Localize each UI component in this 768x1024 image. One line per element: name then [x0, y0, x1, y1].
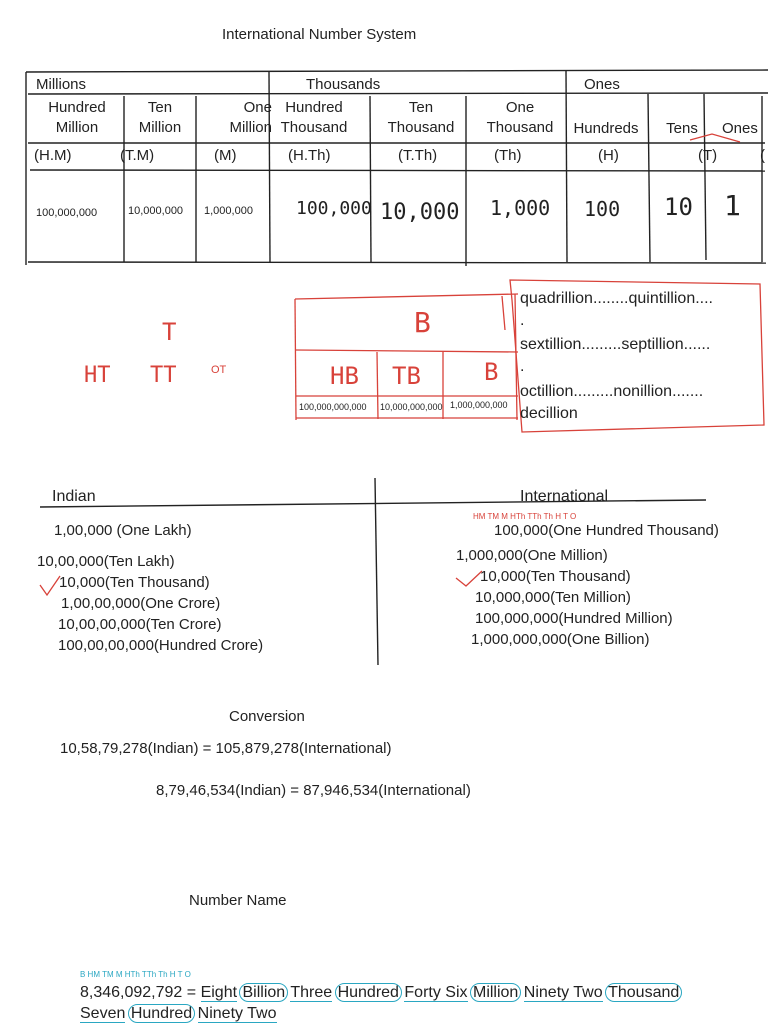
- abbr-m: (M): [214, 147, 237, 164]
- number-name-numeral: 8,346,092,792 =: [80, 984, 201, 1001]
- place-name-t: Tens: [666, 120, 698, 137]
- big-name-line-3: sextillion.........septillion......: [520, 336, 711, 353]
- word-ninety-two-2: Ninety Two: [197, 1005, 277, 1022]
- number-name-title: Number Name: [189, 892, 287, 909]
- annot-b-value: 1,000,000,000: [450, 400, 508, 410]
- intl-item-2: 1,000,000(One Million): [456, 547, 608, 564]
- word-ninety-two: Ninety Two: [523, 984, 603, 1001]
- value-th: 1,000: [490, 196, 551, 220]
- period-thousands: Thousands: [306, 76, 381, 93]
- annot-b: B: [414, 306, 431, 339]
- big-name-line-2: .: [520, 312, 525, 329]
- number-name-place-marks: B HM TM M HTh TTh Th H T O: [80, 970, 191, 979]
- big-name-line-6: decillion: [520, 405, 578, 422]
- value-hm: 100,000,000: [36, 207, 98, 219]
- big-name-line-5: octillion.........nonillion.......: [520, 383, 704, 400]
- value-o: 1: [724, 189, 741, 222]
- conversion-2: 8,79,46,534(Indian) = 87,946,534(International): [156, 782, 471, 799]
- abbr-tm: (T.M): [120, 147, 155, 164]
- word-hundred-2: Hundred: [128, 1004, 195, 1023]
- big-name-line-4: .: [520, 358, 525, 375]
- annot-ht: HT: [84, 363, 111, 388]
- indian-item-3: 10,000(Ten Thousand): [59, 574, 210, 591]
- place-name-hm: Hundred Million: [48, 99, 106, 136]
- annot-tb-value: 10,000,000,000: [380, 402, 443, 412]
- place-name-tth: Ten Thousand: [387, 99, 455, 136]
- indian-item-4: 1,00,00,000(One Crore): [61, 595, 221, 612]
- annot-b2: B: [484, 358, 499, 386]
- indian-item-1: 1,00,000 (One Lakh): [54, 522, 192, 539]
- place-name-o: Ones: [722, 120, 758, 137]
- value-tth: 10,000: [380, 200, 460, 225]
- intl-item-5: 100,000,000(Hundred Million): [475, 610, 673, 627]
- annot-ot: OT: [211, 364, 227, 376]
- conversion-title: Conversion: [229, 708, 305, 725]
- value-h: 100: [584, 197, 621, 221]
- place-name-m: One Million: [229, 99, 272, 136]
- intl-item-4: 10,000,000(Ten Million): [475, 589, 631, 606]
- intl-item-1: 100,000(One Hundred Thousand): [494, 522, 719, 539]
- value-m: 1,000,000: [204, 205, 253, 217]
- indian-item-2: 10,00,000(Ten Lakh): [37, 553, 175, 570]
- period-ones: Ones: [584, 76, 620, 93]
- number-name-sentence: [80, 982, 680, 1024]
- word-billion: Billion: [239, 983, 288, 1002]
- intl-item-6: 1,000,000,000(One Billion): [471, 631, 650, 648]
- place-name-tm: Ten Million: [138, 99, 182, 136]
- word-forty-six: Forty Six: [404, 984, 468, 1001]
- word-seven: Seven: [80, 1005, 126, 1022]
- annot-hb: HB: [330, 362, 359, 390]
- word-million: Million: [470, 983, 521, 1002]
- intl-item-3: 10,000(Ten Thousand): [480, 568, 631, 585]
- annot-tt: TT: [150, 363, 177, 388]
- abbr-th: (Th): [494, 147, 522, 164]
- annot-t: T: [162, 318, 177, 346]
- value-tm: 10,000,000: [128, 205, 184, 217]
- intl-place-marks: HM TM M HTh TTh Th H T O: [473, 512, 577, 521]
- abbr-h: (H): [598, 147, 619, 164]
- place-name-hth: Hundred Thousand: [280, 99, 348, 136]
- indian-item-6: 100,00,00,000(Hundred Crore): [58, 637, 264, 654]
- abbr-hm: (H.M): [34, 147, 72, 164]
- value-hth: 100,000: [296, 198, 372, 219]
- place-name-h: Hundreds: [573, 120, 639, 137]
- annot-tb: TB: [392, 362, 421, 390]
- word-three: Three: [290, 984, 333, 1001]
- word-hundred-1: Hundred: [335, 983, 402, 1002]
- abbr-o: (: [760, 147, 765, 164]
- abbr-tth: (T.Th): [398, 147, 438, 164]
- indian-header: Indian: [52, 488, 96, 505]
- international-header: International: [520, 488, 609, 505]
- word-thousand: Thousand: [605, 983, 682, 1002]
- annot-hb-value: 100,000,000,000: [299, 402, 367, 412]
- abbr-hth: (H.Th): [288, 147, 331, 164]
- big-name-line-1: quadrillion........quintillion....: [520, 290, 713, 307]
- indian-item-5: 10,00,00,000(Ten Crore): [58, 616, 222, 633]
- conversion-1: 10,58,79,278(Indian) = 105,879,278(International): [60, 740, 392, 757]
- word-eight: Eight: [200, 984, 238, 1001]
- place-name-th: One Thousand: [486, 99, 554, 136]
- period-millions: Millions: [36, 76, 87, 93]
- value-t: 10: [664, 193, 693, 221]
- abbr-t: (T): [698, 147, 718, 164]
- table-title: International Number System: [222, 26, 417, 43]
